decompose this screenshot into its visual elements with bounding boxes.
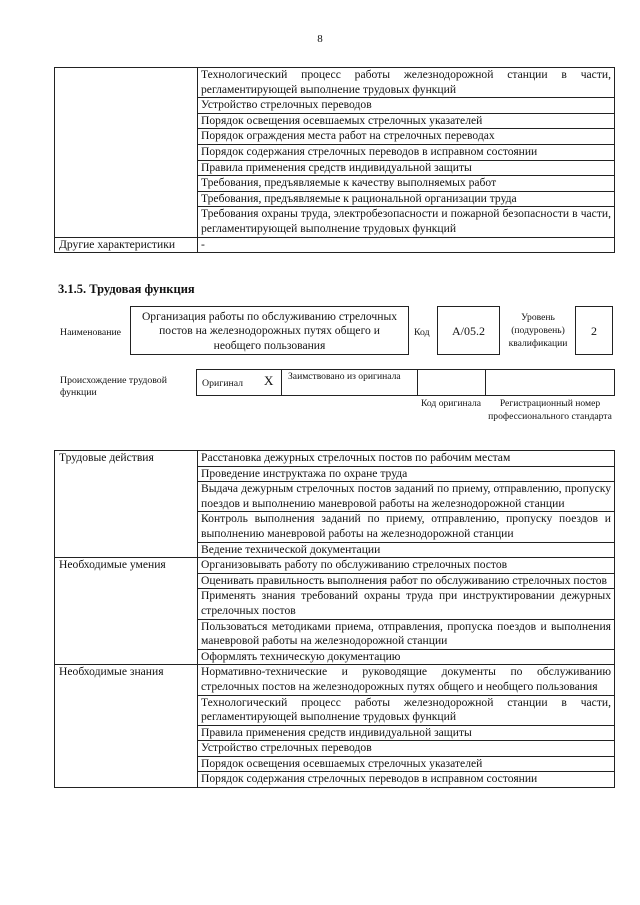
group-label-cell xyxy=(55,68,198,238)
table-cell: Правила применения средств индивидуальной защиты xyxy=(198,160,615,176)
table-cell: Проведение инструктажа по охране труда xyxy=(198,466,615,482)
table-cell: Организовывать работу по обслуживанию стрелочных постов xyxy=(198,558,615,574)
level-box: 2 xyxy=(575,306,613,355)
function-name-box: Организация работы по обслуживанию стрелочных постов на железнодорожных путях общего и необщего пользования xyxy=(130,306,409,355)
table-row xyxy=(55,68,615,98)
reg-number-cell xyxy=(485,369,615,396)
group-label: Необходимые умения xyxy=(55,558,198,665)
table-cell: Технологический процесс работы железнодорожной станции в части, регламентирующей выполнение трудовых функций xyxy=(198,68,615,98)
table-row xyxy=(55,558,615,574)
table-cell: Устройство стрелочных переводов xyxy=(198,98,615,114)
table-cell: Расстановка дежурных стрелочных постов по рабочим местам xyxy=(198,451,615,467)
group-label: Необходимые знания xyxy=(55,665,198,788)
table-cell: Порядок ограждения места работ на стрелочных переводах xyxy=(198,129,615,145)
labor-function-table xyxy=(54,450,615,788)
other-characteristics-value: - xyxy=(198,237,615,253)
table-cell: Требования охраны труда, электробезопасности и пожарной безопасности в части, регламентирующей выполнение трудовых функций xyxy=(198,207,615,237)
code-original-cell xyxy=(417,369,486,396)
table-cell: Порядок освещения осевшаемых стрелочных указателей xyxy=(198,756,615,772)
code-label: Код xyxy=(414,327,430,338)
table-cell: Порядок содержания стрелочных переводов в исправном состоянии xyxy=(198,772,615,788)
origin-label: Происхождение трудовой функции xyxy=(60,375,167,398)
table-cell: Технологический процесс работы железнодорожной станции в части, регламентирующей выполнение трудовых функций xyxy=(198,695,615,725)
table-cell: Пользоваться методиками приема, отправления, пропуска поездов и выполнения маневровой работы на железнодорожной станции xyxy=(198,619,615,649)
table-cell: Порядок освещения осевшаемых стрелочных указателей xyxy=(198,113,615,129)
group-label: Трудовые действия xyxy=(55,451,198,558)
reg-number-label: Регистрационный номер профессионального стандарта xyxy=(488,398,612,422)
level-label: Уровень (подуровень) квалификации xyxy=(508,312,568,349)
section-title: 3.1.5. Трудовая функция xyxy=(58,282,195,296)
table-cell: Применять знания требований охраны труда при инструктировании дежурных стрелочных постов xyxy=(198,589,615,619)
table-cell: Ведение технической документации xyxy=(198,542,615,558)
code-original-label: Код оригинала xyxy=(420,398,482,409)
table-cell: Требования, предъявляемые к рациональной организации труда xyxy=(198,191,615,207)
table-cell: Устройство стрелочных переводов xyxy=(198,741,615,757)
borrowed-label: Заимствовано из оригинала xyxy=(288,371,401,382)
table-cell: Выдача дежурным стрелочных постов заданий по приему, отправлению, пропуску поездов и выполнению маневровой работы на железнодорожной станции xyxy=(198,482,615,512)
other-characteristics-label: Другие характеристики xyxy=(55,237,198,253)
name-label: Наименование xyxy=(60,327,122,338)
page-number: 8 xyxy=(317,33,323,45)
table-cell: Порядок содержания стрелочных переводов в исправном состоянии xyxy=(198,144,615,160)
table-row xyxy=(55,665,615,695)
original-mark: X xyxy=(264,373,274,388)
original-label: Оригинал xyxy=(202,378,244,389)
table-cell: Оценивать правильность выполнения работ по обслуживанию стрелочных постов xyxy=(198,573,615,589)
table-cell: Оформлять техническую документацию xyxy=(198,649,615,665)
code-box: А/05.2 xyxy=(437,306,500,355)
table-row xyxy=(55,237,615,253)
knowledge-table-continued xyxy=(54,67,615,253)
table-cell: Требования, предъявляемые к качеству выполняемых работ xyxy=(198,176,615,192)
table-cell: Правила применения средств индивидуальной защиты xyxy=(198,725,615,741)
table-cell: Нормативно-технические и руководящие документы по обслуживанию стрелочных постов на железнодорожных путях общего и необщего пользования xyxy=(198,665,615,695)
table-cell: Контроль выполнения заданий по приему, отправлению, пропуску поездов и выполнению маневровой работы на железнодорожной станции xyxy=(198,512,615,542)
table-row xyxy=(55,451,615,467)
